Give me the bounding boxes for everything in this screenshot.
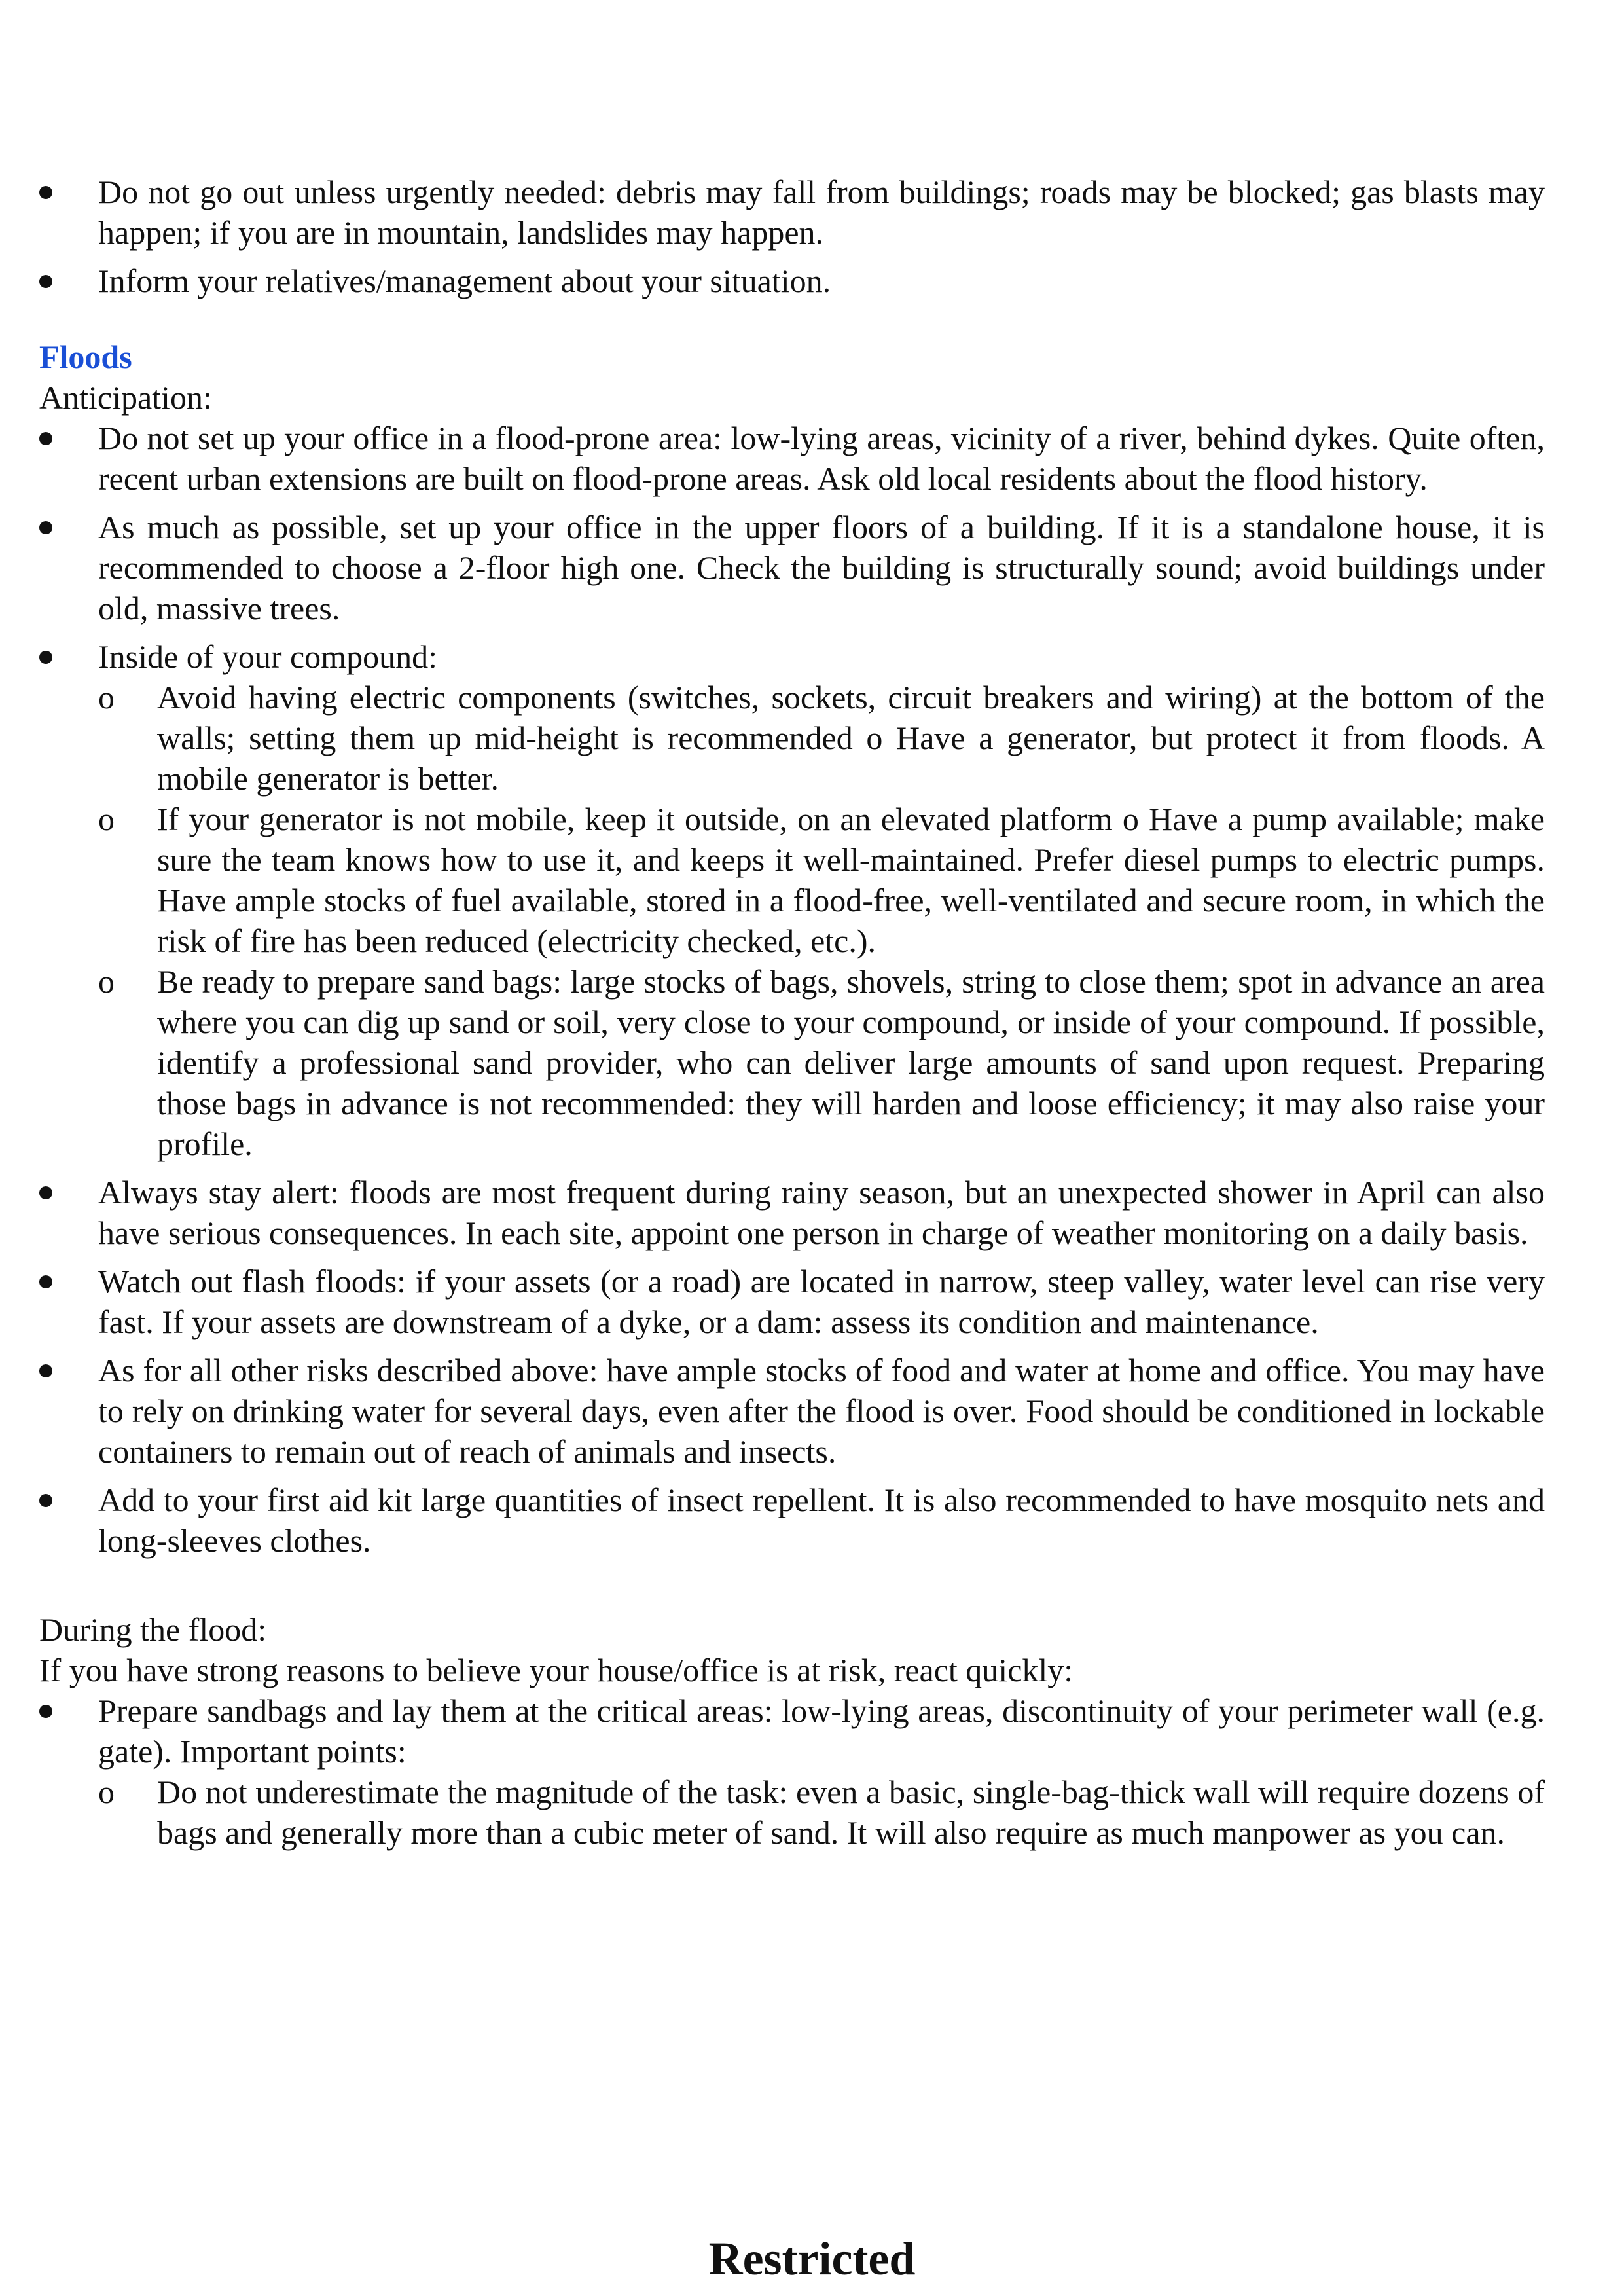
sub-bullet-marker: o bbox=[98, 801, 115, 837]
compound-sub-list bbox=[39, 677, 1545, 1164]
list-item: Prepare sandbags and lay them at the critical areas: low-lying areas, discontinuity of your perimeter wall (e.g. gate). Important points: bbox=[39, 1690, 1545, 1772]
anticipation-bullet-list bbox=[39, 418, 1545, 677]
list-item: As much as possible, set up your office in the upper floors of a building. If it is a standalone house, it is recommended to choose a 2-floor high one. Check the building is structurally sound; avoid buildings under old, massive trees. bbox=[39, 507, 1545, 629]
bullet-icon bbox=[39, 1494, 52, 1507]
bullet-icon bbox=[39, 1186, 52, 1199]
list-item: Watch out flash floods: if your assets (or a road) are located in narrow, steep valley, water level can rise very fast. If your assets are downstream of a dyke, or a dam: assess its condition and maintenance. bbox=[39, 1261, 1545, 1342]
list-item: Do not set up your office in a flood-prone area: low-lying areas, vicinity of a river, behind dykes. Quite often, recent urban extensions are built on flood-prone areas. Ask old local residents about the flood history. bbox=[39, 418, 1545, 499]
list-item: Do not go out unless urgently needed: debris may fall from buildings; roads may be blocked; gas blasts may happen; if you are in mountain, landslides may happen. bbox=[39, 172, 1545, 253]
list-item: Always stay alert: floods are most frequent during rainy season, but an unexpected shower in April can also have serious consequences. In each site, appoint one person in charge of weather monitoring on a daily basis. bbox=[39, 1172, 1545, 1253]
list-item: Inform your relatives/management about your situation. bbox=[39, 261, 1545, 301]
bullet-icon bbox=[39, 1275, 52, 1288]
list-item: Inside of your compound: bbox=[39, 636, 1545, 677]
sub-bullet-marker: o bbox=[98, 1774, 115, 1810]
section-heading-floods: Floods bbox=[39, 338, 132, 375]
during-intro: If you have strong reasons to believe your house/office is at risk, react quickly: bbox=[39, 1652, 1074, 1688]
paragraph-gap bbox=[39, 1569, 1545, 1609]
document-body bbox=[39, 172, 1545, 1853]
sub-bullet-marker: o bbox=[98, 963, 115, 1000]
bullet-icon bbox=[39, 186, 52, 199]
sub-list-item: o Avoid having electric components (switches, sockets, circuit breakers and wiring) at the bottom of the walls; setting them up mid-height is recommended o Have a generator, but protect it from floods. A mobile generator is better. bbox=[39, 677, 1545, 799]
bullet-icon bbox=[39, 1705, 52, 1718]
sub-list-item: o Do not underestimate the magnitude of the task: even a basic, single-bag-thick wall will require dozens of bags and generally more than a cubic meter of sand. It will also require as much manpower as you can. bbox=[39, 1772, 1545, 1853]
sub-list-item: o Be ready to prepare sand bags: large stocks of bags, shovels, string to close them; spot in advance an area where you can dig up sand or soil, very close to your compound, or inside of your compound. If possible, identify a professional sand provider, who can deliver large amounts of sand upon request. Preparing those bags in advance is not recommended: they will harden and loose efficiency; it may also raise your profile. bbox=[39, 961, 1545, 1164]
bullet-icon bbox=[39, 651, 52, 664]
bullet-icon bbox=[39, 275, 52, 288]
bullet-icon bbox=[39, 521, 52, 534]
during-sub-list bbox=[39, 1772, 1545, 1853]
sub-list-item: o If your generator is not mobile, keep it outside, on an elevated platform o Have a pump available; make sure the team knows how to use it, and keeps it well-maintained. Prefer diesel pumps to electric pumps. Have ample stocks of fuel available, stored in a flood-free, well-ventilated and secure room, in which the risk of fire has been reduced (electricity checked, etc.). bbox=[39, 799, 1545, 961]
bullet-icon bbox=[39, 432, 52, 445]
during-bullet-list bbox=[39, 1690, 1545, 1772]
list-item: Add to your first aid kit large quantities of insect repellent. It is also recommended to have mosquito nets and long-sleeves clothes. bbox=[39, 1480, 1545, 1561]
bullet-icon bbox=[39, 1364, 52, 1377]
alert-bullet-list bbox=[39, 1172, 1545, 1561]
footer-classification: Restricted bbox=[708, 2232, 916, 2285]
list-item: As for all other risks described above: have ample stocks of food and water at home and office. You may have to rely on drinking water for several days, even after the flood is over. Food should be conditioned in lockable containers to remain out of reach of animals and insects. bbox=[39, 1350, 1545, 1472]
during-label: During the flood: bbox=[39, 1611, 267, 1648]
sub-bullet-marker: o bbox=[98, 679, 115, 716]
anticipation-label: Anticipation: bbox=[39, 379, 212, 416]
intro-bullet-list bbox=[39, 172, 1545, 301]
